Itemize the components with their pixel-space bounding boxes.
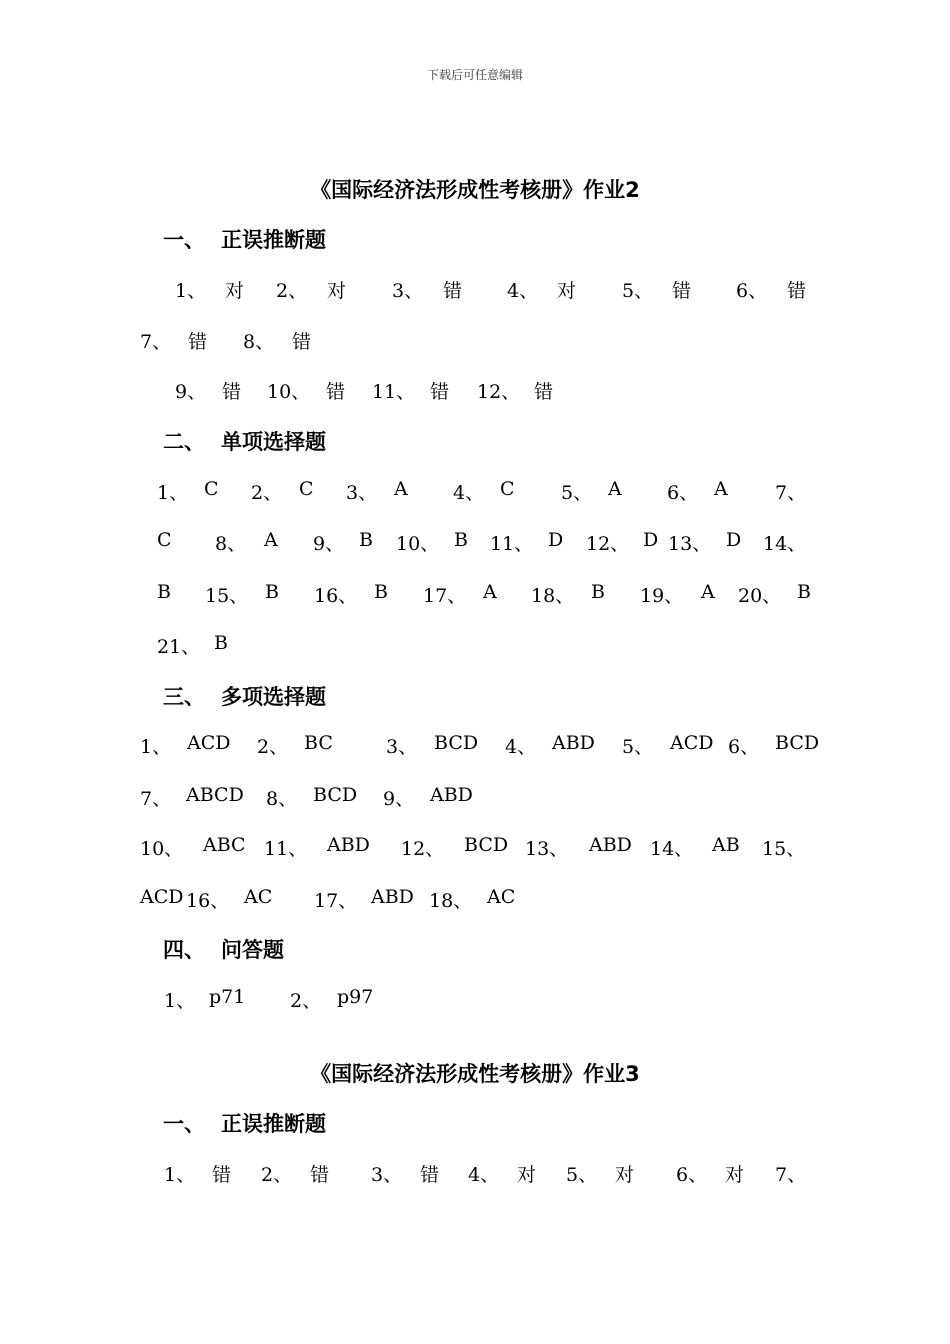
answer-value: ACD bbox=[140, 886, 184, 908]
question-number: 10、 bbox=[396, 533, 440, 555]
question-number: 12、 bbox=[477, 381, 521, 403]
section-number: 一、 bbox=[163, 228, 205, 252]
answer-value: 错 bbox=[326, 381, 346, 403]
question-number: 5、 bbox=[561, 482, 593, 504]
answer-value: AC bbox=[487, 886, 516, 908]
answer-value: C bbox=[157, 529, 172, 551]
question-number: 6、 bbox=[667, 482, 699, 504]
answer-value: BCD bbox=[464, 834, 509, 856]
answer-value: 错 bbox=[222, 381, 242, 403]
question-number: 4、 bbox=[453, 482, 485, 504]
question-number: 3、 bbox=[386, 736, 418, 758]
section-label: 单项选择题 bbox=[221, 430, 326, 454]
question-number: 2、 bbox=[290, 990, 322, 1012]
answer-row bbox=[0, 632, 950, 658]
answer-value: 错 bbox=[443, 280, 463, 302]
answer-value: A bbox=[701, 581, 715, 603]
answer-row bbox=[0, 1160, 950, 1186]
answer-value: C bbox=[204, 478, 219, 500]
answer-value: 错 bbox=[420, 1164, 440, 1186]
answer-value: 错 bbox=[212, 1164, 232, 1186]
section-label: 问答题 bbox=[221, 938, 284, 962]
section-label: 正误推断题 bbox=[221, 228, 326, 252]
question-number: 21、 bbox=[157, 636, 201, 658]
question-number: 18、 bbox=[429, 890, 473, 912]
answer-value: B bbox=[214, 632, 228, 654]
answer-value: ABD bbox=[430, 784, 473, 806]
answer-row bbox=[0, 784, 950, 810]
answer-value: ABCD bbox=[186, 784, 244, 806]
question-number: 16、 bbox=[314, 585, 358, 607]
answer-row bbox=[0, 986, 950, 1012]
answer-value: ABC bbox=[203, 834, 246, 856]
answer-value: 错 bbox=[787, 280, 807, 302]
answer-row bbox=[0, 581, 950, 607]
answer-value: BCD bbox=[313, 784, 358, 806]
answer-row bbox=[0, 886, 950, 912]
answer-value: 错 bbox=[430, 381, 450, 403]
question-number: 6、 bbox=[736, 280, 768, 302]
answer-row bbox=[0, 529, 950, 555]
answer-value: D bbox=[643, 529, 659, 551]
question-number: 3、 bbox=[371, 1164, 403, 1186]
page-header: 下载后可任意编辑 bbox=[426, 68, 523, 82]
question-number: 12、 bbox=[401, 838, 445, 860]
answer-value: AB bbox=[712, 834, 740, 856]
question-number: 12、 bbox=[586, 533, 630, 555]
hw2-section-3-heading bbox=[163, 681, 326, 711]
question-number: 17、 bbox=[314, 890, 358, 912]
question-number: 10、 bbox=[267, 381, 311, 403]
question-number: 2、 bbox=[257, 736, 289, 758]
answer-value: A bbox=[714, 478, 728, 500]
answer-value: ABD bbox=[371, 886, 414, 908]
answer-value: 对 bbox=[517, 1164, 537, 1186]
answer-value: B bbox=[374, 581, 388, 603]
answer-value: 对 bbox=[725, 1164, 745, 1186]
answer-value: B bbox=[797, 581, 811, 603]
question-number: 2、 bbox=[276, 280, 308, 302]
answer-value: 错 bbox=[188, 331, 208, 353]
section-label: 多项选择题 bbox=[221, 685, 326, 709]
question-number: 19、 bbox=[640, 585, 684, 607]
hw2-section-2-heading bbox=[163, 426, 326, 456]
question-number: 7、 bbox=[775, 482, 807, 504]
answer-value: 对 bbox=[615, 1164, 635, 1186]
section-number: 二、 bbox=[163, 430, 205, 454]
question-number: 4、 bbox=[505, 736, 537, 758]
answer-value: C bbox=[500, 478, 515, 500]
question-number: 6、 bbox=[676, 1164, 708, 1186]
homework-3-title: 《国际经济法形成性考核册》作业3 bbox=[310, 1062, 640, 1086]
question-number: 11、 bbox=[490, 533, 534, 555]
answer-value: ACD bbox=[187, 732, 231, 754]
answer-value: B bbox=[157, 581, 171, 603]
question-number: 9、 bbox=[383, 788, 415, 810]
answer-value: ABD bbox=[552, 732, 595, 754]
question-number: 14、 bbox=[763, 533, 807, 555]
question-number: 20、 bbox=[738, 585, 782, 607]
answer-value: 错 bbox=[672, 280, 692, 302]
answer-value: A bbox=[264, 529, 278, 551]
question-number: 15、 bbox=[205, 585, 249, 607]
question-number: 13、 bbox=[668, 533, 712, 555]
answer-value: A bbox=[394, 478, 408, 500]
question-number: 14、 bbox=[650, 838, 694, 860]
question-number: 5、 bbox=[622, 736, 654, 758]
answer-value: B bbox=[591, 581, 605, 603]
answer-value: ABD bbox=[589, 834, 632, 856]
answer-value: ABD bbox=[327, 834, 370, 856]
answer-row bbox=[0, 327, 950, 353]
section-number: 一、 bbox=[163, 1112, 205, 1136]
question-number: 5、 bbox=[622, 280, 654, 302]
answer-value: B bbox=[454, 529, 468, 551]
answer-value: C bbox=[299, 478, 314, 500]
homework-2-title: 《国际经济法形成性考核册》作业2 bbox=[310, 178, 640, 202]
question-number: 8、 bbox=[215, 533, 247, 555]
hw3-section-1-heading bbox=[163, 1108, 326, 1138]
answer-value: p71 bbox=[209, 986, 246, 1008]
answer-row bbox=[0, 834, 950, 860]
answer-row bbox=[0, 276, 950, 302]
question-number: 9、 bbox=[175, 381, 207, 403]
question-number: 1、 bbox=[164, 1164, 196, 1186]
answer-value: 对 bbox=[557, 280, 577, 302]
question-number: 1、 bbox=[175, 280, 207, 302]
question-number: 18、 bbox=[531, 585, 575, 607]
question-number: 11、 bbox=[372, 381, 416, 403]
answer-value: B bbox=[359, 529, 373, 551]
question-number: 8、 bbox=[266, 788, 298, 810]
question-number: 11、 bbox=[264, 838, 308, 860]
answer-value: AC bbox=[244, 886, 273, 908]
question-number: 1、 bbox=[164, 990, 196, 1012]
hw2-section-1-heading bbox=[163, 224, 326, 254]
question-number: 1、 bbox=[140, 736, 172, 758]
question-number: 13、 bbox=[525, 838, 569, 860]
answer-value: A bbox=[608, 478, 622, 500]
question-number: 7、 bbox=[140, 331, 172, 353]
question-number: 4、 bbox=[507, 280, 539, 302]
question-number: 2、 bbox=[251, 482, 283, 504]
question-number: 10、 bbox=[140, 838, 184, 860]
question-number: 8、 bbox=[243, 331, 275, 353]
question-number: 1、 bbox=[157, 482, 189, 504]
answer-value: 错 bbox=[534, 381, 554, 403]
question-number: 3、 bbox=[392, 280, 424, 302]
section-number: 三、 bbox=[163, 685, 205, 709]
answer-value: 对 bbox=[225, 280, 245, 302]
answer-value: A bbox=[483, 581, 497, 603]
section-number: 四、 bbox=[163, 938, 205, 962]
question-number: 6、 bbox=[728, 736, 760, 758]
question-number: 17、 bbox=[423, 585, 467, 607]
answer-value: BC bbox=[304, 732, 333, 754]
answer-row bbox=[0, 732, 950, 758]
answer-value: D bbox=[548, 529, 564, 551]
answer-value: 错 bbox=[292, 331, 312, 353]
question-number: 4、 bbox=[468, 1164, 500, 1186]
question-number: 7、 bbox=[140, 788, 172, 810]
answer-row bbox=[0, 377, 950, 403]
question-number: 9、 bbox=[313, 533, 345, 555]
answer-value: D bbox=[726, 529, 742, 551]
question-number: 15、 bbox=[762, 838, 806, 860]
answer-row bbox=[0, 478, 950, 504]
answer-value: B bbox=[265, 581, 279, 603]
answer-value: BCD bbox=[775, 732, 820, 754]
hw2-section-4-heading bbox=[163, 934, 284, 964]
answer-value: ACD bbox=[670, 732, 714, 754]
answer-value: p97 bbox=[337, 986, 374, 1008]
question-number: 5、 bbox=[566, 1164, 598, 1186]
question-number: 3、 bbox=[346, 482, 378, 504]
section-label: 正误推断题 bbox=[221, 1112, 326, 1136]
question-number: 7、 bbox=[775, 1164, 807, 1186]
answer-value: 对 bbox=[327, 280, 347, 302]
question-number: 2、 bbox=[261, 1164, 293, 1186]
answer-value: BCD bbox=[434, 732, 479, 754]
question-number: 16、 bbox=[186, 890, 230, 912]
answer-value: 错 bbox=[310, 1164, 330, 1186]
